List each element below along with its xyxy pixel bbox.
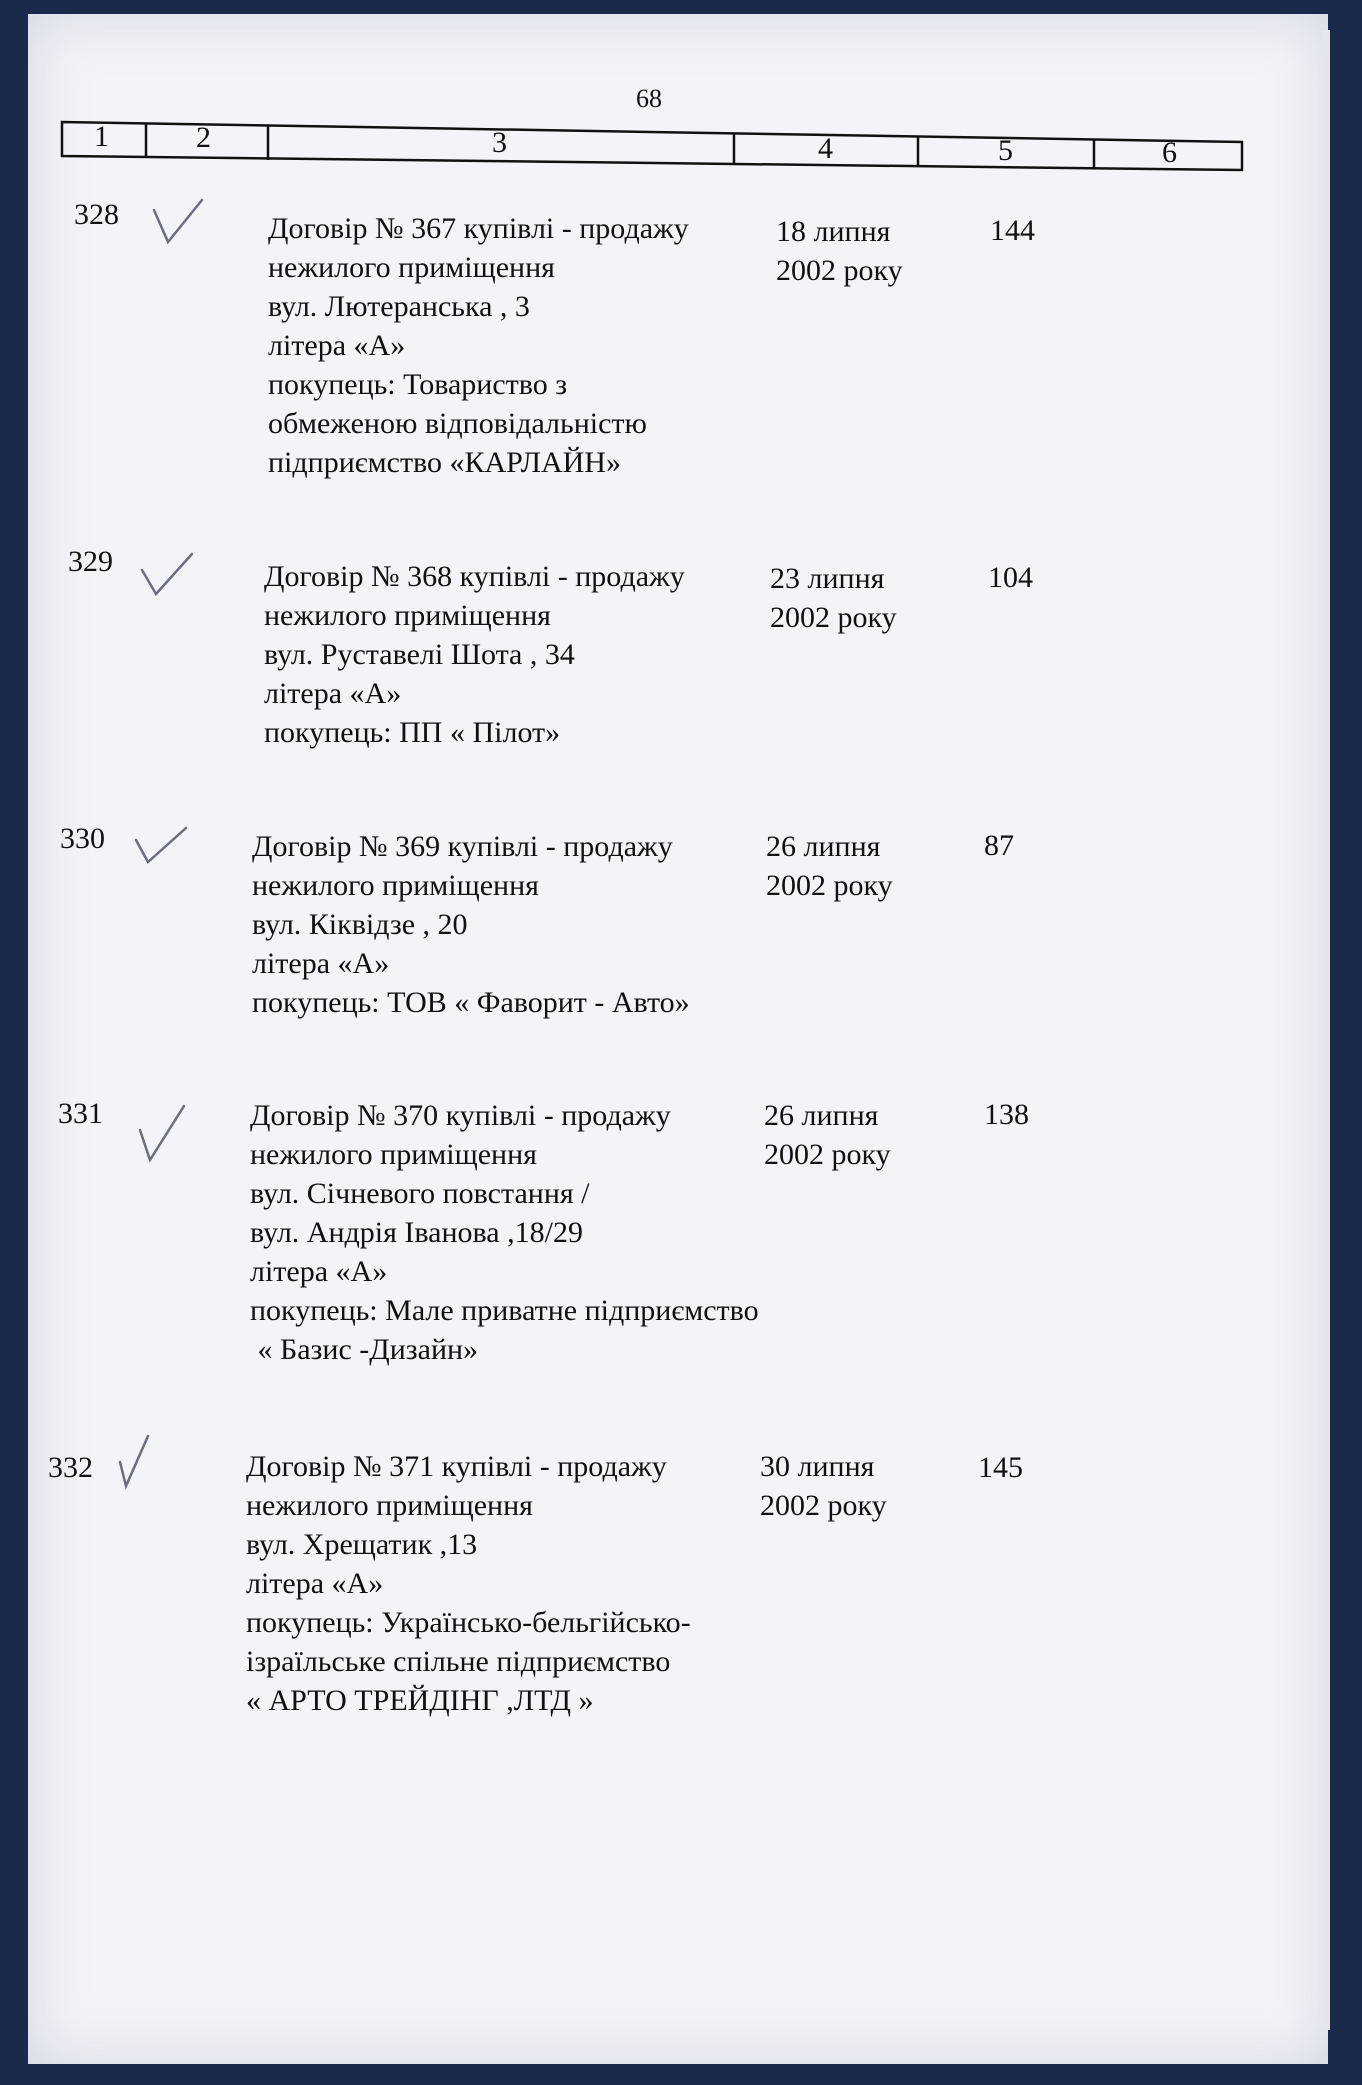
description-line: вул. Руставелі Шота , 34 [264,638,575,671]
description-line: нежилого приміщення [246,1489,533,1522]
entry-number: 328 [74,198,119,231]
description-line: літера «А» [264,677,402,710]
description-line: нежилого приміщення [252,869,539,902]
description-line: Договір № 371 купівлі - продажу [246,1450,667,1483]
entry-count: 104 [988,561,1033,594]
description-line: літера «А» [250,1255,388,1288]
description-line: літера «А» [252,947,390,980]
date-line: 26 липня [764,1099,879,1132]
description-line: вул. Лютеранська , 3 [268,290,530,323]
entry-description [264,557,685,752]
description-line: « Базис -Дизайн» [250,1333,479,1366]
date-line: 2002 року [766,869,893,902]
entry-number: 329 [68,545,113,578]
entry-description [246,1447,691,1720]
checkmark-icon [114,1432,154,1492]
date-line: 30 липня [760,1450,875,1483]
description-line: Договір № 370 купівлі - продажу [250,1099,671,1132]
date-line: 18 липня [776,215,891,248]
description-line: нежилого приміщення [264,599,551,632]
description-line: вул. Хрещатик ,13 [246,1528,478,1561]
date-line: 2002 року [764,1138,891,1171]
description-line: обмеженою відповідальністю [268,407,647,440]
description-line: вул. Січневого повстання / [250,1177,590,1210]
description-line: покупець: Товариство з [268,368,568,401]
entry-count: 145 [978,1451,1023,1484]
entry-description [250,1096,759,1369]
description-line: нежилого приміщення [268,251,555,284]
description-line: покупець: ТОВ « Фаворит - Авто» [252,986,690,1019]
entry-count: 138 [984,1098,1029,1131]
column-header-table [60,120,1244,172]
description-line: Договір № 369 купівлі - продажу [252,830,673,863]
description-line: літера «А» [268,329,406,362]
checkmark-icon [138,546,198,606]
entry-date [760,1447,887,1525]
description-line: літера «А» [246,1567,384,1600]
header-col-2: 2 [196,121,211,154]
entry-number: 332 [48,1451,93,1484]
entry-description [268,209,689,482]
description-line: Договір № 368 купівлі - продажу [264,560,685,593]
header-col-4: 4 [818,132,833,165]
date-line: 2002 року [776,254,903,287]
description-line: вул. Кіквідзе , 20 [252,908,468,941]
entry-date [764,1096,891,1174]
header-col-6: 6 [1162,136,1177,169]
checkmark-icon [132,822,192,872]
description-line: покупець: Мале приватне підприємство [250,1294,759,1327]
date-line: 26 липня [766,830,881,863]
header-col-3: 3 [492,126,507,159]
entry-count: 144 [990,214,1035,247]
page-edge [1322,30,1330,2030]
description-line: покупець: Українсько-бельгійсько- [246,1606,691,1639]
date-line: 2002 року [760,1489,887,1522]
checkmark-icon [134,1100,194,1170]
entry-date [766,827,893,905]
entry-count: 87 [984,829,1014,862]
page-number: 68 [636,84,662,113]
entry-number: 331 [58,1097,103,1130]
entry-number: 330 [60,822,105,855]
header-col-5: 5 [998,134,1013,167]
date-line: 23 липня [770,562,885,595]
checkmark-icon [150,196,210,256]
entry-date [770,559,897,637]
header-col-1: 1 [94,120,109,153]
entry-description [252,827,690,1022]
description-line: підприємство «КАРЛАЙН» [268,446,621,479]
description-line: покупець: ПП « Пілот» [264,716,561,749]
description-line: нежилого приміщення [250,1138,537,1171]
description-line: ізраїльське спільне підприємство [246,1645,671,1678]
description-line: вул. Андрія Іванова ,18/29 [250,1216,583,1249]
description-line: Договір № 367 купівлі - продажу [268,212,689,245]
date-line: 2002 року [770,601,897,634]
entry-date [776,212,903,290]
description-line: « АРТО ТРЕЙДІНГ ,ЛТД » [246,1684,594,1717]
